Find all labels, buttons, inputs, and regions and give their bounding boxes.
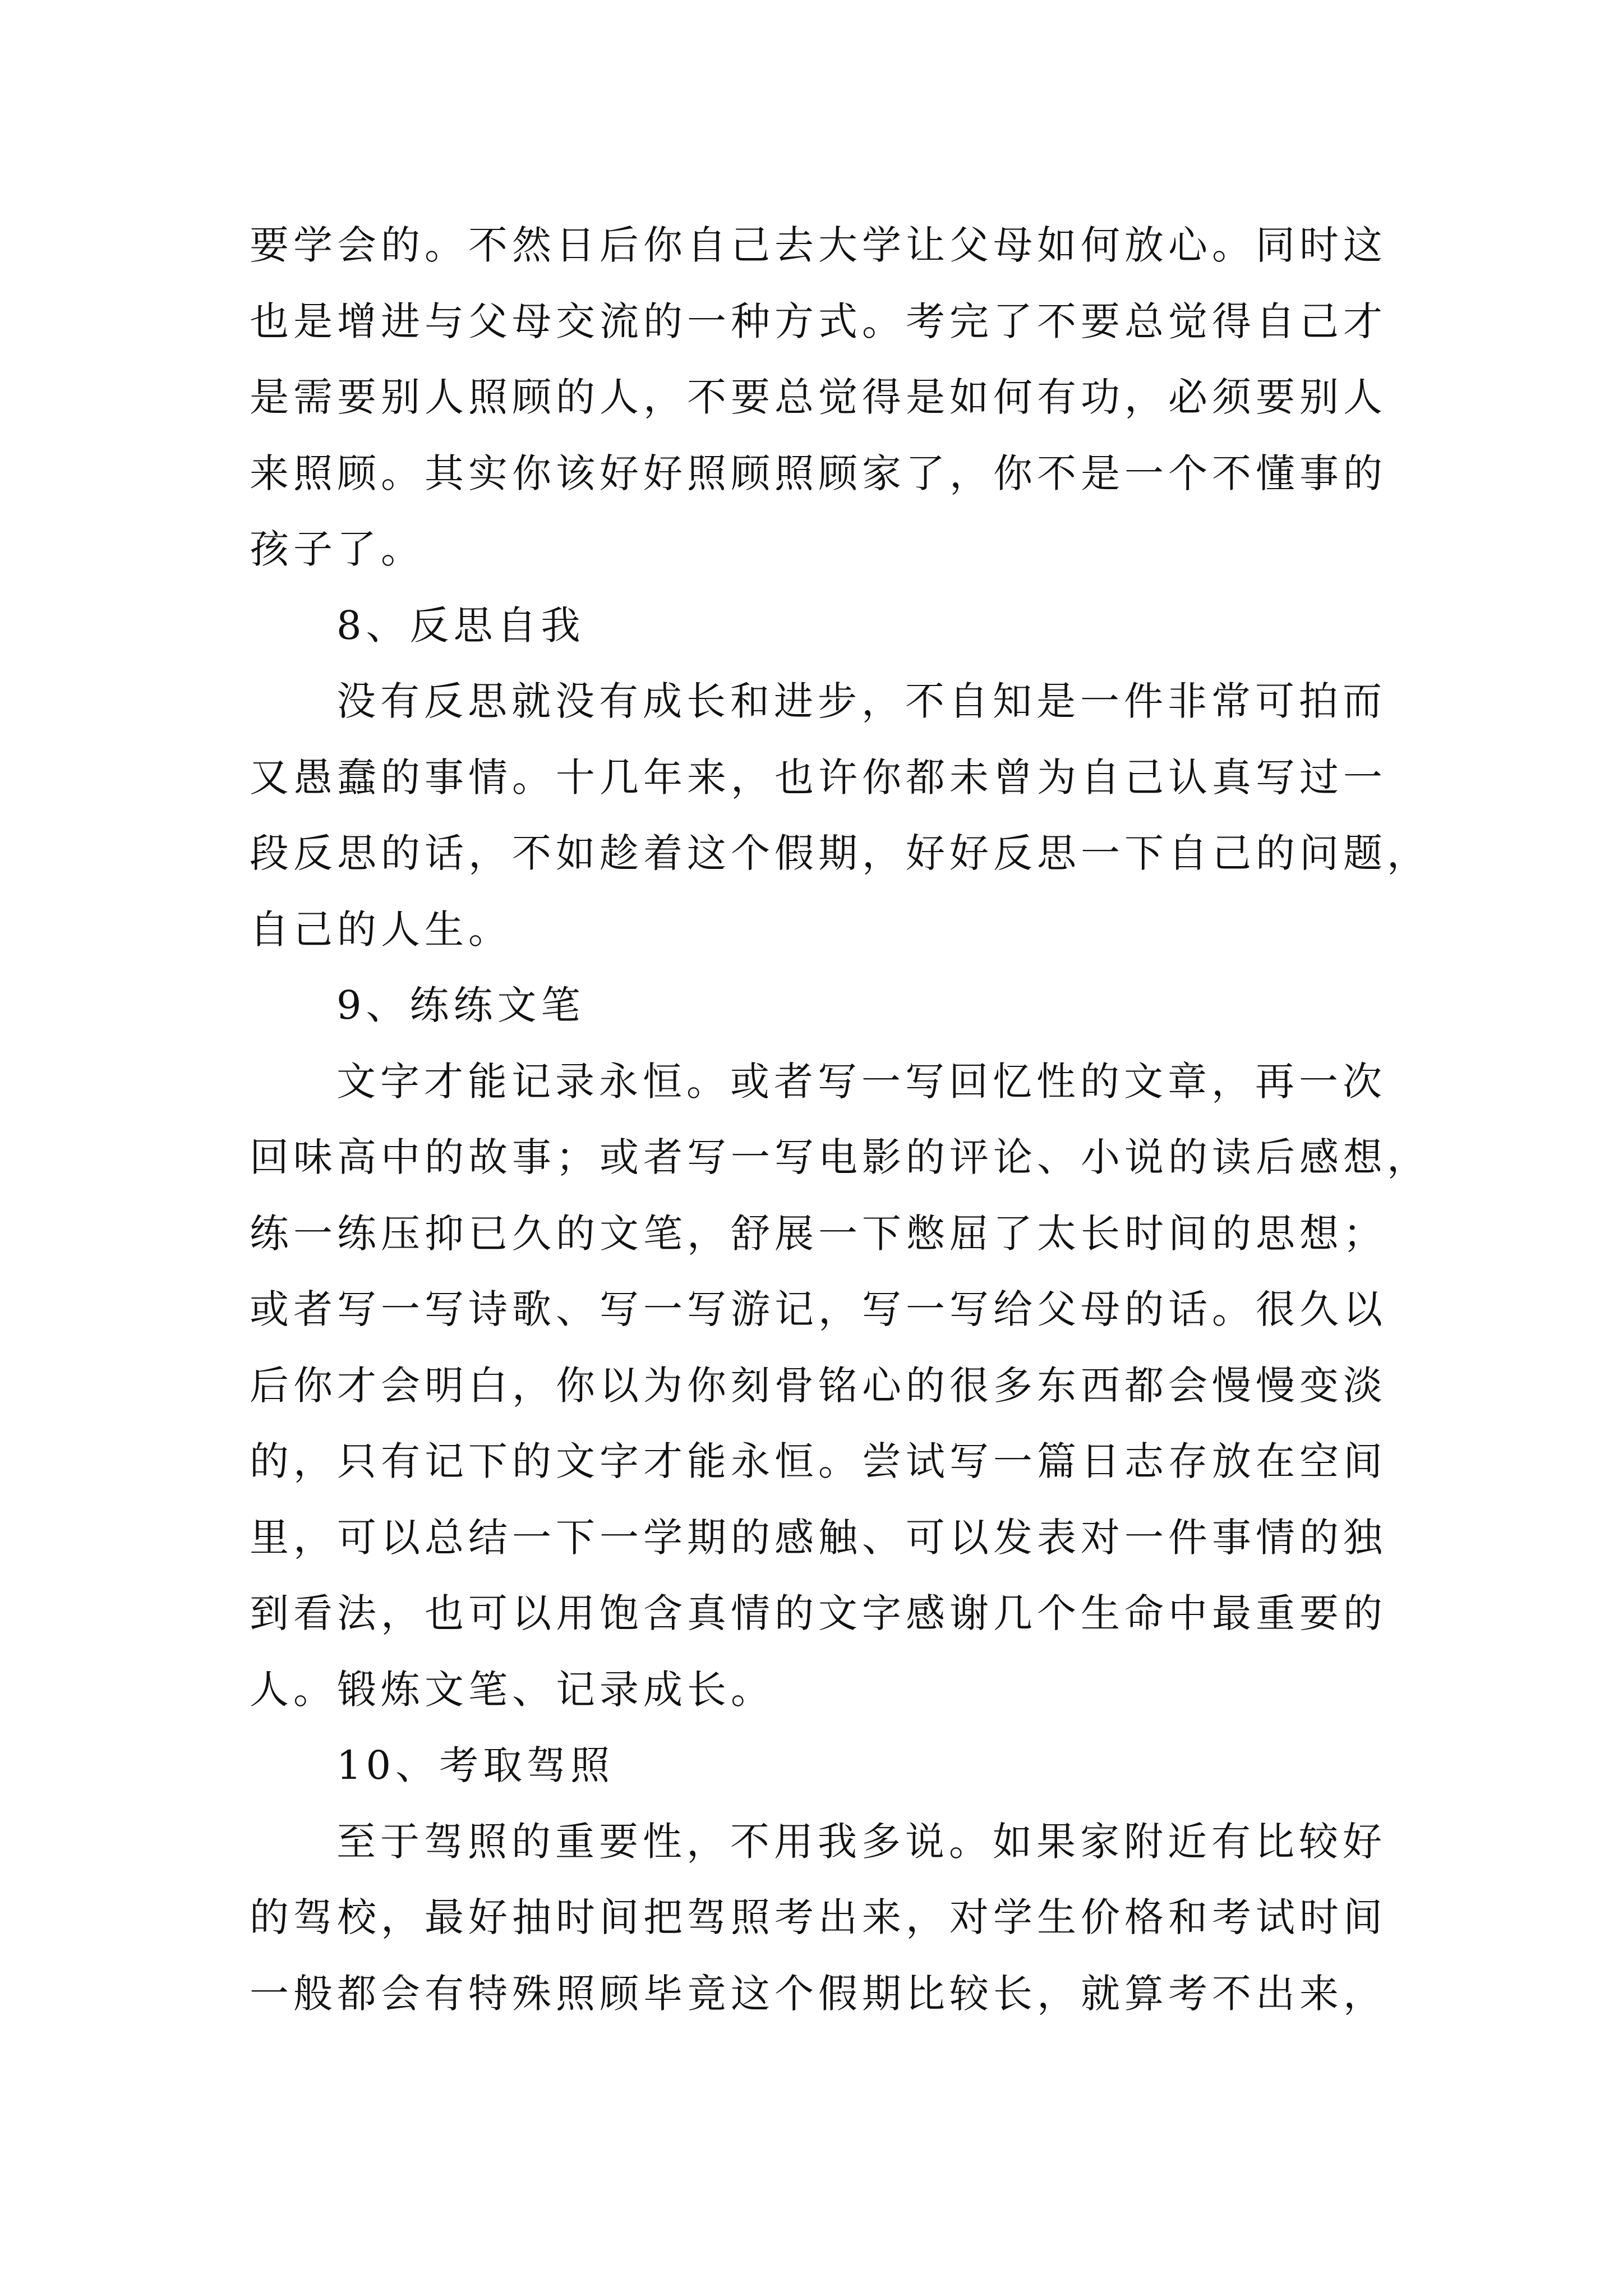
text-line: 练一练压抑已久的文笔，舒展一下憋屈了太长时间的思想； [250, 1210, 1387, 1257]
text-line: 或者写一写诗歌、写一写游记，写一写给父母的话。很久以 [250, 1286, 1387, 1332]
text-line: 也是增进与父母交流的一种方式。考完了不要总觉得自己才 [250, 298, 1387, 344]
text-line: 要学会的。不然日后你自己去大学让父母如何放心。同时这 [250, 222, 1387, 268]
section-heading-10: 10、考取驾照 [336, 1742, 615, 1788]
text-line: 是需要别人照顾的人，不要总觉得是如何有功，必须要别人 [250, 374, 1387, 420]
document-body [250, 208, 1431, 2032]
text-line: 来照顾。其实你该好好照顾照顾家了，你不是一个不懂事的 [250, 450, 1387, 496]
text-line: 到看法，也可以用饱含真情的文字感谢几个生命中最重要的 [250, 1590, 1387, 1636]
text-line: 后你才会明白，你以为你刻骨铭心的很多东西都会慢慢变淡 [250, 1362, 1387, 1409]
text-line: 一般都会有特殊照顾毕竟这个假期比较长，就算考不出来， [250, 1970, 1387, 2017]
section-heading-9: 9、练练文笔 [336, 982, 585, 1028]
text-line: 里，可以总结一下一学期的感触、可以发表对一件事情的独 [250, 1514, 1387, 1561]
section-heading-8: 8、反思自我 [336, 602, 585, 648]
text-line: 孩子了。 [250, 526, 425, 572]
text-line: 自己的人生。 [250, 906, 512, 953]
paragraph-first-line: 至于驾照的重要性，不用我多说。如果家附近有比较好 [336, 1818, 1386, 1865]
text-line: 人。锻炼文笔、记录成长。 [250, 1666, 774, 1713]
paragraph-first-line: 没有反思就没有成长和进步，不自知是一件非常可拍而 [336, 678, 1386, 724]
text-line: 的，只有记下的文字才能永恒。尝试写一篇日志存放在空间 [250, 1438, 1387, 1484]
text-line: 又愚蠢的事情。十几年来，也许你都未曾为自己认真写过一 [250, 754, 1387, 800]
text-line: 段反思的话，不如趁着这个假期，好好反思一下自己的问题， [250, 830, 1431, 876]
paragraph-first-line: 文字才能记录永恒。或者写一写回忆性的文章，再一次 [336, 1058, 1386, 1105]
text-line: 回味高中的故事；或者写一写电影的评论、小说的读后感想， [250, 1134, 1431, 1180]
text-line: 的驾校，最好抽时间把驾照考出来，对学生价格和考试时间 [250, 1894, 1387, 1940]
